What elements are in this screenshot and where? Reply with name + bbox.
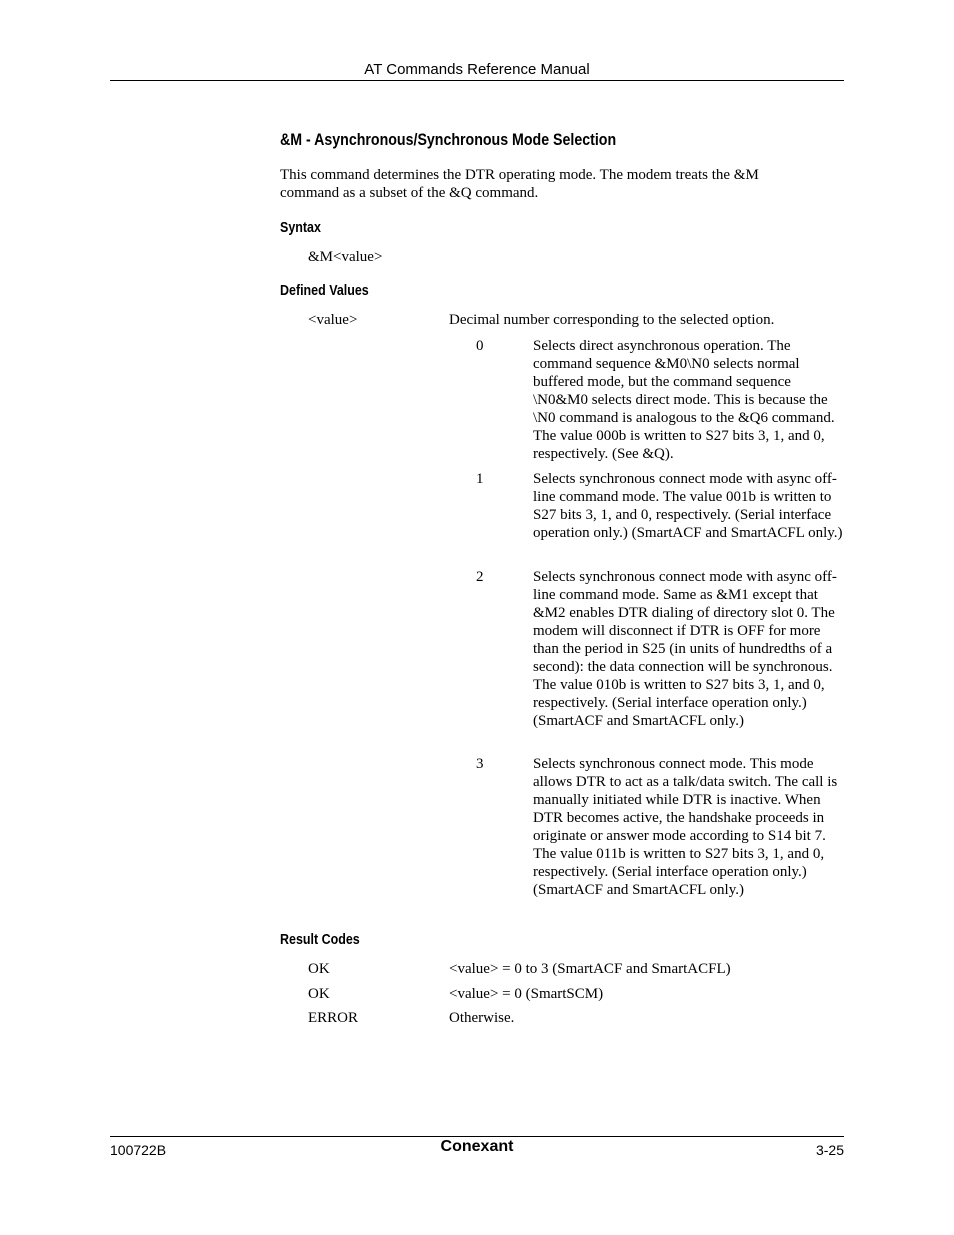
result-code-description: <value> = 0 (SmartSCM) [449, 986, 604, 1002]
footer-company: Conexant [440, 1138, 514, 1155]
param-name: <value> [308, 312, 358, 328]
intro-paragraph: This command determines the DTR operating mode. The modem treats the &M command as a subset of the &Q command. [280, 167, 759, 201]
result-code: OK [308, 961, 330, 977]
option-text: Selects synchronous connect mode. This mode allows DTR to act as a talk/data switch. The call is manually initiated while DTR is inactive. When DTR becomes active, the handshake proceeds in originate or answer mode according to S14 bit 7. The value 011b is written to S27 bits 3, 1, and 0, respectively. (Serial interface operation only.) (SmartACF and SmartACFL only.) [533, 756, 838, 898]
running-header: AT Commands Reference Manual [364, 61, 590, 78]
result-code: OK [308, 986, 330, 1002]
footer-rule [110, 1136, 844, 1137]
footer-doc-number: 100722B [110, 1142, 167, 1158]
option-text: Selects synchronous connect mode with async off-line command mode. Same as &M1 except that &M2 enables DTR dialing of directory slot 0. The modem will disconnect if DTR is OFF for more than the period in S25 (in units of hundredths of a second): the data connection will be synchronous. The value 010b is written to S27 bits 3, 1, and 0, respectively. (Serial interface operation only.) (SmartACF and SmartACFL only.) [533, 569, 837, 729]
param-description: Decimal number corresponding to the selected option. [449, 312, 775, 328]
result-code-description: <value> = 0 to 3 (SmartACF and SmartACFL) [449, 961, 731, 977]
option-value: 0 [476, 338, 484, 354]
option-value: 3 [476, 756, 484, 772]
option-value: 1 [476, 471, 484, 487]
option-value: 2 [476, 569, 484, 585]
option-text: Selects direct asynchronous operation. The command sequence &M0\N0 selects normal buffered mode, but the command sequence \N0&M0 selects direct mode. This is because the \N0 command is analogous to the &Q6 command. The value 000b is written to S27 bits 3, 1, and 0, respectively. (See &Q). [533, 338, 835, 462]
footer-page-number: 3-25 [815, 1142, 844, 1158]
syntax-text: &M<value> [308, 249, 383, 265]
section-heading: &M - Asynchronous/Synchronous Mode Selection [280, 131, 617, 149]
result-code: ERROR [308, 1010, 359, 1026]
option-text: Selects synchronous connect mode with async off-line command mode. The value 001b is written to S27 bits 3, 1, and 0, respectively. (Serial interface operation only.) (SmartACF and SmartACFL only.) [533, 471, 843, 541]
result-code-description: Otherwise. [449, 1010, 515, 1026]
defined-values-heading: Defined Values [280, 283, 369, 299]
syntax-heading: Syntax [280, 220, 321, 236]
result-codes-heading: Result Codes [280, 932, 360, 948]
header-rule [110, 80, 844, 81]
